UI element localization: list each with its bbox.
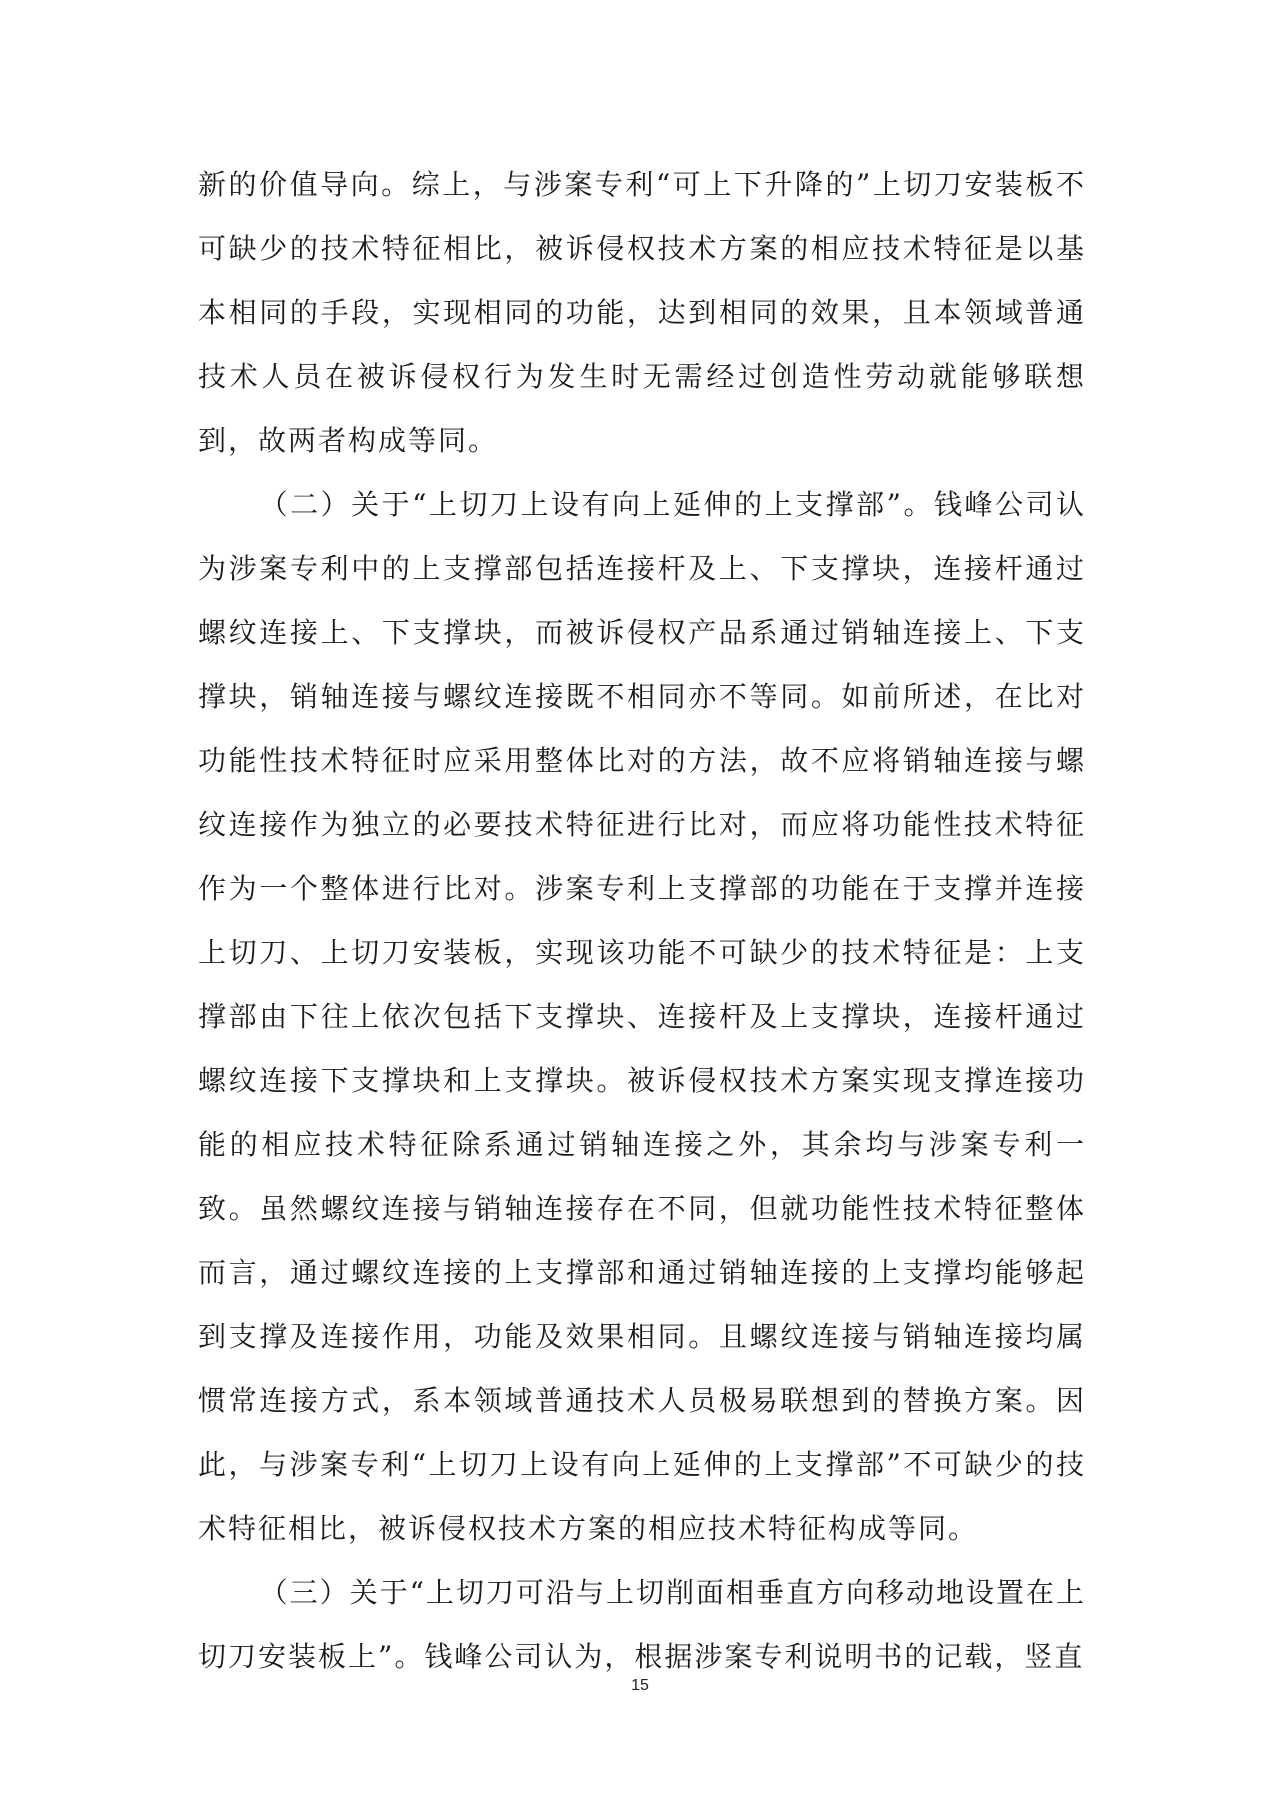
paragraph-2: （二）关于“上切刀上设有向上延伸的上支撑部”。钱峰公司认为涉案专利中的上支撑部包括连接杆及上、下支撑块，连接杆通过螺纹连接上、下支撑块，而被诉侵权产品系通过销轴连接上、下支撑块，销轴连接与螺纹连接既不相同亦不等同。如前所述，在比对功能性技术特征时应采用整体比对的方法，故不应将销轴连接与螺纹连接作为独立的必要技术特征进行比对，而应将功能性技术特征作为一个整体进行比对。涉案专利上支撑部的功能在于支撑并连接上切刀、上切刀安装板，实现该功能不可缺少的技术特征是：上支撑部由下往上依次包括下支撑块、连接杆及上支撑块，连接杆通过螺纹连接下支撑块和上支撑块。被诉侵权技术方案实现支撑连接功能的相应技术特征除系通过销轴连接之外，其余均与涉案专利一致。虽然螺纹连接与销轴连接存在不同，但就功能性技术特征整体而言，通过螺纹连接的上支撑部和通过销轴连接的上支撑均能够起到支撑及连接作用，功能及效果相同。且螺纹连接与销轴连接均属惯常连接方式，系本领域普通技术人员极易联想到的替换方案。因此，与涉案专利“上切刀上设有向上延伸的上支撑部”不可缺少的技术特征相比，被诉侵权技术方案的相应技术特征构成等同。	[198, 488, 1086, 1545]
page-number: 15	[631, 1677, 649, 1694]
paragraph-3: （三）关于“上切刀可沿与上切削面相垂直方向移动地设置在上切刀安装板上”。钱峰公司认为，根据涉案专利说明书的记载，竖直	[198, 1576, 1086, 1673]
document-body	[198, 153, 1086, 1689]
paragraph-1: 新的价值导向。综上，与涉案专利“可上下升降的”上切刀安装板不可缺少的技术特征相比，被诉侵权技术方案的相应技术特征是以基本相同的手段，实现相同的功能，达到相同的效果，且本领域普通技术人员在被诉侵权行为发生时无需经过创造性劳动就能够联想到，故两者构成等同。	[198, 168, 1086, 457]
